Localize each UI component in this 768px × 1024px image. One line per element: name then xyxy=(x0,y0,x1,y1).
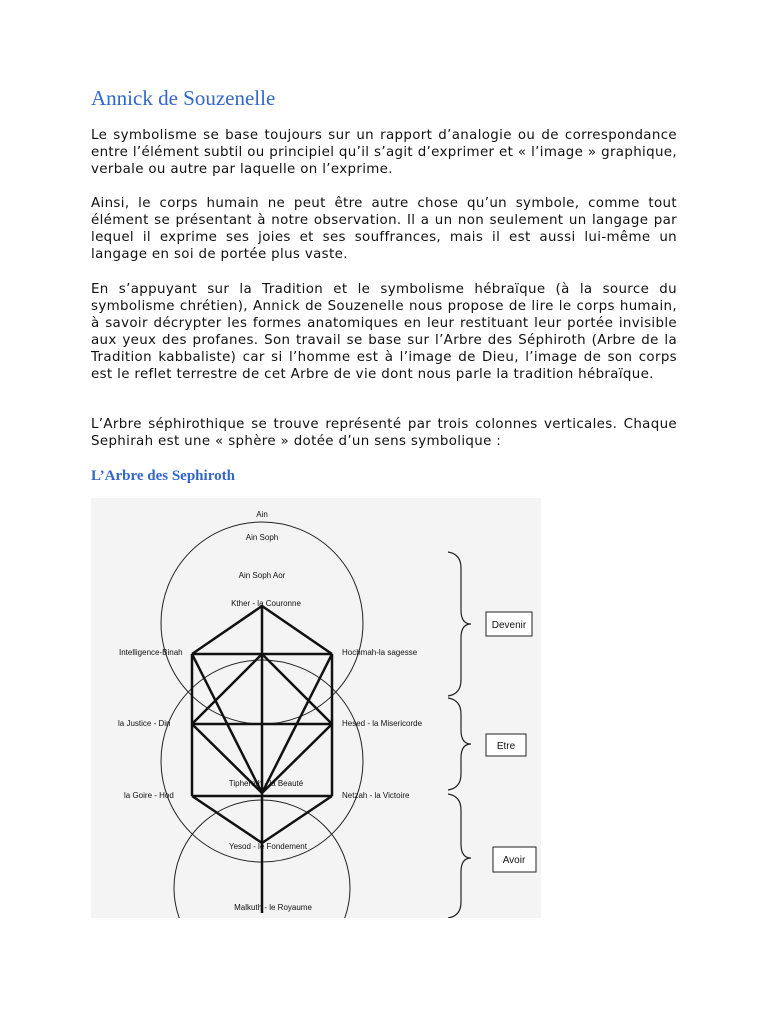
paragraph-1: Le symbolisme se base toujours sur un rapport d’analogie ou de correspondance entre l’élément subtil ou principiel qu’il s’agit d’exprimer et « l’image » graphique, verbale ou autre par laquelle on l’exprime. xyxy=(91,128,677,177)
paragraph-2: Ainsi, le corps humain ne peut être autre chose qu’un symbole, comme tout élément se présentant à notre observation. Il a un non seulement un langage par lequel il exprime ses joies et ses souffrances, mais il est aussi lui-même un langage en soi de portée plus vaste. xyxy=(91,196,677,262)
label-ain: Ain xyxy=(256,510,268,519)
line-netzah-yesod xyxy=(262,796,332,843)
paragraph-3: En s’appuyant sur la Tradition et le symbolisme hébraïque (à la source du symbolisme chrétien), Annick de Souzenelle nous propose de lire le corps humain, à savoir décrypter les formes anatomiques en leur restituant leur portée invisible aux yeux des profanes. Son travail se base sur l’Arbre des Séphiroth (Arbre de la Tradition kabbaliste) car si l’homme est à l’image de Dieu, l’image de son corps est le reflet terrestre de cet Arbre de vie dont nous parle la tradition hébraïque. xyxy=(91,282,677,382)
box-avoir-label: Avoir xyxy=(502,855,526,866)
label-hesed: Hesed - la Misericorde xyxy=(342,719,423,728)
label-hochmah: Hochmah-la sagesse xyxy=(342,648,418,657)
label-netzah: Netzah - la Victoire xyxy=(342,791,410,800)
label-binah: Intelligence-Binah xyxy=(119,648,183,657)
line-hesed-upper xyxy=(262,654,332,724)
brace-etre-icon xyxy=(448,698,471,790)
line-din-upper xyxy=(192,654,262,724)
label-yesod: Yesod - le Fondement xyxy=(229,842,307,851)
label-kether: Kther - la Couronne xyxy=(231,599,301,608)
label-tiphereth: Tiphereth - la Beauté xyxy=(228,779,304,788)
label-malkuth: Malkuth - le Royaume xyxy=(234,903,312,912)
sephiroth-tree-svg xyxy=(91,498,541,918)
sephiroth-tree-diagram xyxy=(91,498,541,918)
label-din: la Justice - Din xyxy=(118,719,171,728)
label-hod: la Goire - Hod xyxy=(124,791,174,800)
box-etre-label: Etre xyxy=(496,741,516,752)
line-hod-yesod xyxy=(192,796,262,843)
box-devenir-label: Devenir xyxy=(491,620,527,631)
label-ain-soph: Ain Soph xyxy=(245,533,279,542)
page-title: Annick de Souzenelle xyxy=(91,86,276,110)
brace-devenir-icon xyxy=(448,552,471,696)
paragraph-4: L’Arbre séphirothique se trouve représenté par trois colonnes verticales. Chaque Sephirah est une « sphère » dotée d’un sens symbolique : xyxy=(91,417,677,449)
section-subtitle: L’Arbre des Sephiroth xyxy=(91,468,235,484)
brace-avoir-icon xyxy=(448,794,471,918)
label-ain-soph-aor: Ain Soph Aor xyxy=(238,571,286,580)
